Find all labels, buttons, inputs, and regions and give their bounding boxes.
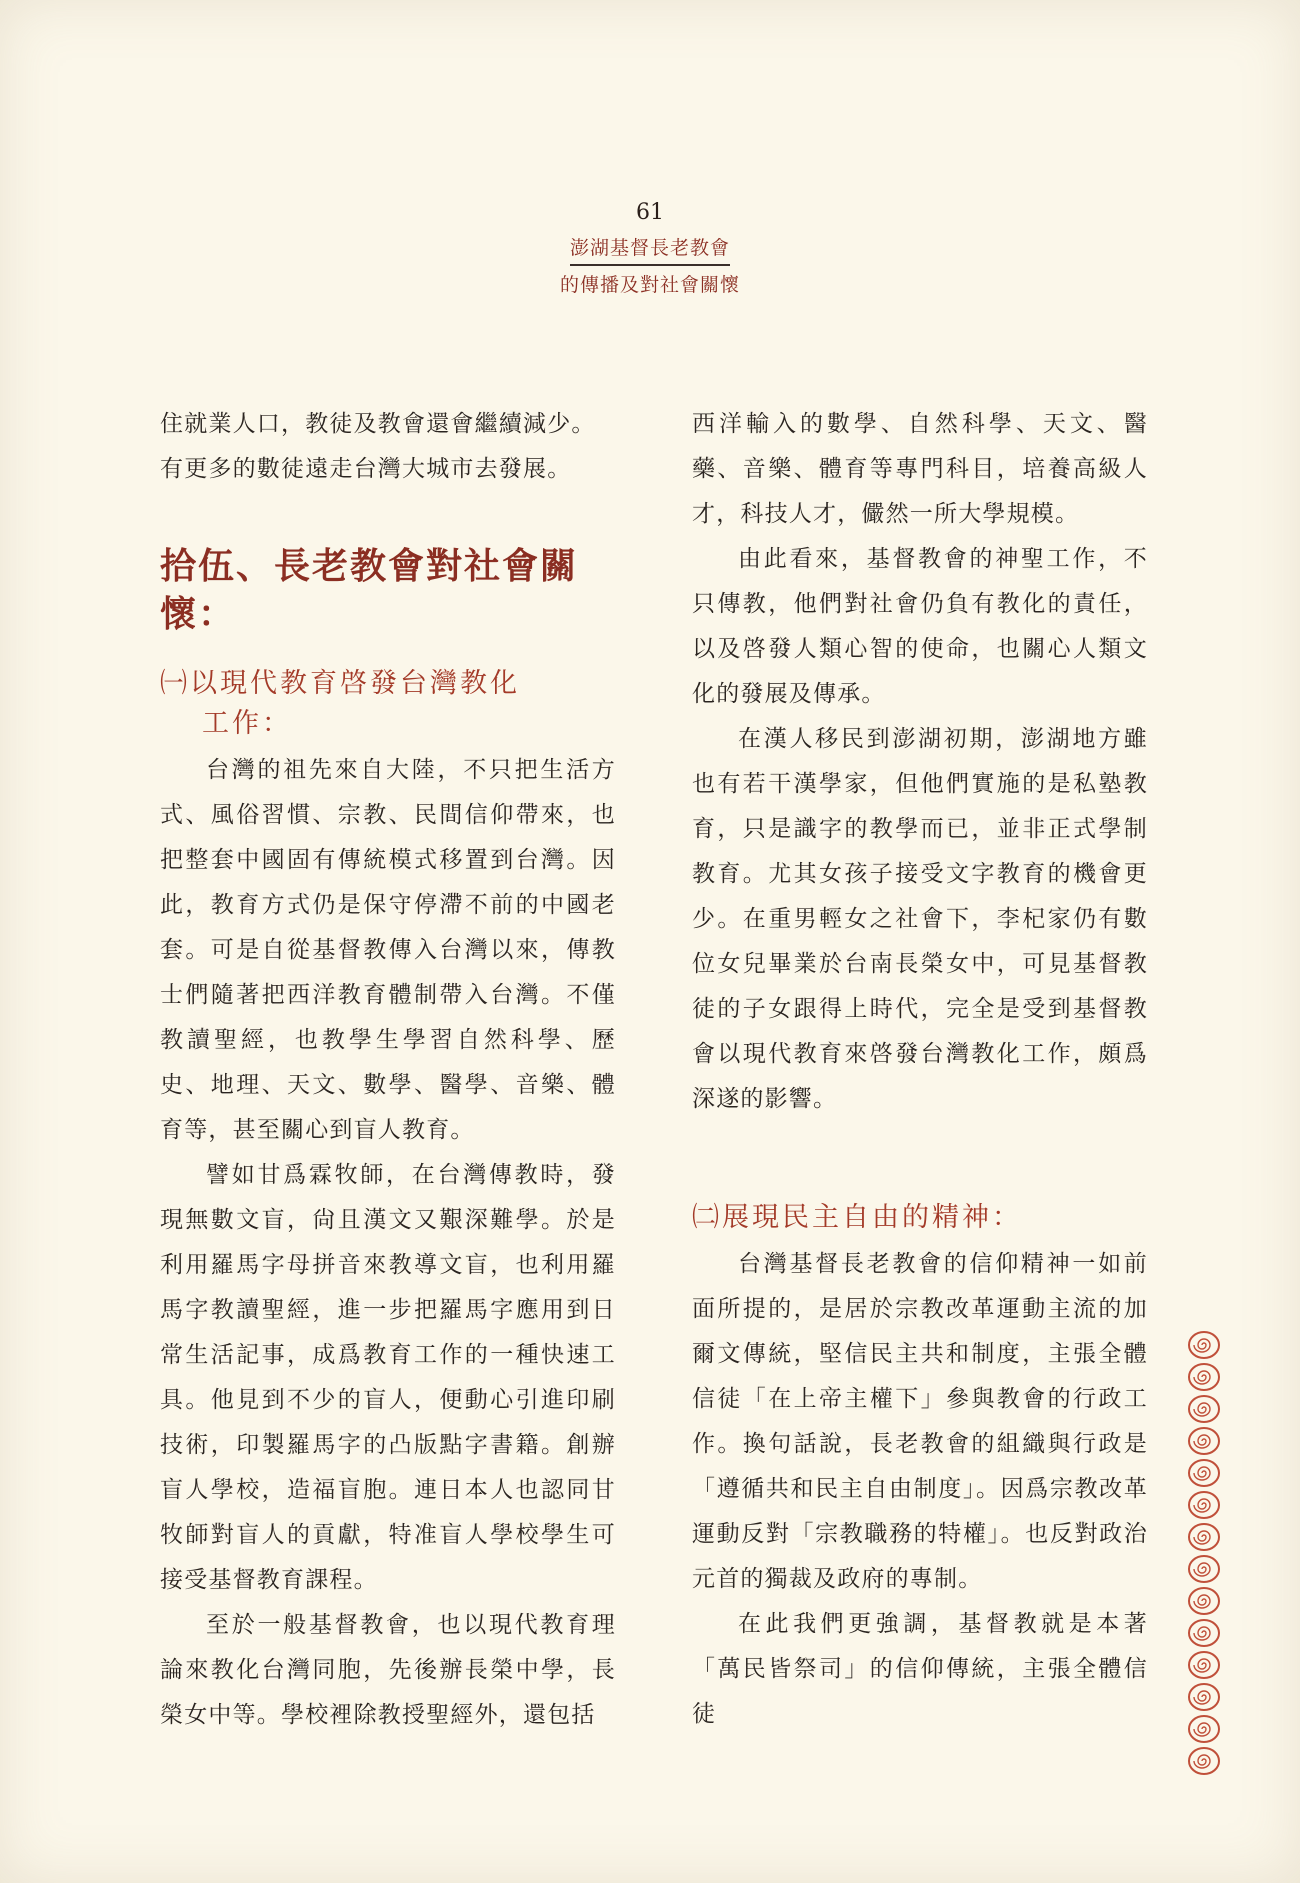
spiral-seal-ornament-icon (1187, 1490, 1221, 1520)
spiral-seal-ornament-icon (1187, 1650, 1221, 1680)
spiral-seal-ornament-icon (1187, 1330, 1221, 1360)
spiral-seal-ornament-icon (1187, 1458, 1221, 1488)
spiral-seal-ornament-icon (1187, 1618, 1221, 1648)
spiral-seal-ornament-icon (1187, 1554, 1221, 1584)
left-paragraph-3: 譬如甘爲霖牧師，在台灣傳教時，發現無數文盲，尙且漢文又艱深難學。於是利用羅馬字母拼音來教導文盲，也利用羅馬字教讀聖經，進一步把羅馬字應用到日常生活記事，成爲教育工作的一種快速工具。他見到不少的盲人，便動心引進印刷技術，印製羅馬字的凸版點字書籍。創辦盲人學校，造福盲胞。連日本人也認同甘牧師對盲人的貢獻，特准盲人學校學生可接受基督教育課程。 (160, 1162, 616, 1593)
right-paragraph-2: 由此看來，基督教會的神聖工作，不只傳教，他們對社會仍負有教化的責任，以及啓發人類心智的使命，也關心人類文化的發展及傳承。 (692, 546, 1148, 707)
left-paragraph-1-line-2: 有更多的數徒遠走台灣大城市去發展。 (160, 456, 572, 482)
subsection-heading-1-line-1: ㈠以現代教育啓發台灣教化 (160, 668, 520, 699)
left-column (160, 402, 616, 1738)
left-paragraph-1-line-1: 住就業人口，教徒及教會還會繼續減少。 (160, 411, 596, 437)
running-header (520, 200, 780, 297)
subsection-heading-2: ㈡展現民主自由的精神： (692, 1202, 1022, 1233)
spiral-seal-ornament-icon (1187, 1682, 1221, 1712)
right-paragraph-3: 在漢人移民到澎湖初期，澎湖地方雖也有若干漢學家，但他們實施的是私塾教育，只是識字的教學而已，並非正式學制教育。尤其女孩子接受文字教育的機會更少。在重男輕女之社會下，李杞家仍有數位女兒畢業於台南長榮女中，可見基督教徒的子女跟得上時代，完全是受到基督教會以現代教育來啓發台灣教化工作，頗爲深遂的影響。 (692, 726, 1148, 1112)
spiral-seal-ornament-icon (1187, 1362, 1221, 1392)
section-heading: 拾伍、長老教會對社會關懷： (160, 545, 579, 635)
right-paragraph-4: 台灣基督長老教會的信仰精神一如前面所提的，是居於宗教改革運動主流的加爾文傳統，堅信民主共和制度，主張全體信徒「在上帝主權下」參與教會的行政工作。換句話說，長老教會的組織與行政是「遵循共和民主自由制度」。因爲宗教改革運動反對「宗教職務的特權」。也反對政治元首的獨裁及政府的專制。 (692, 1251, 1148, 1592)
right-paragraph-5: 在此我們更強調，基督教就是本著「萬民皆祭司」的信仰傳統，主張全體信徒 (692, 1611, 1148, 1727)
subsection-heading-1 (160, 664, 616, 744)
left-paragraph-2: 台灣的祖先來自大陸，不只把生活方式、風俗習慣、宗教、民間信仰帶來，也把整套中國固有傳統模式移置到台灣。因此，教育方式仍是保守停滯不前的中國老套。可是自從基督教傳入台灣以來，傳教士們隨著把西洋教育體制帶入台灣。不僅教讀聖經，也教學生學習自然科學、歷史、地理、天文、數學、醫學、音樂、體育等，甚至關心到盲人教育。 (160, 757, 616, 1143)
ornament-strip (1186, 1330, 1222, 1776)
spiral-seal-ornament-icon (1187, 1714, 1221, 1744)
spiral-seal-ornament-icon (1187, 1522, 1221, 1552)
spiral-seal-ornament-icon (1187, 1746, 1221, 1776)
right-paragraph-1: 西洋輸入的數學、自然科學、天文、醫藥、音樂、體育等專門科目，培養高級人才，科技人才，儼然一所大學規模。 (692, 411, 1148, 527)
spiral-seal-ornament-icon (1187, 1426, 1221, 1456)
header-title-line1: 澎湖基督長老教會 (570, 233, 730, 266)
header-title-line2: 的傳播及對社會關懷 (559, 274, 740, 296)
subsection-heading-1-line-2: 工作： (202, 708, 292, 739)
page-number: 61 (636, 200, 664, 225)
left-paragraph-4: 至於一般基督教會，也以現代教育理論來教化台灣同胞，先後辦長榮中學，長榮女中等。學校裡除教授聖經外，還包括 (160, 1612, 616, 1728)
right-column (692, 402, 1148, 1737)
spiral-seal-ornament-icon (1187, 1586, 1221, 1616)
spiral-seal-ornament-icon (1187, 1394, 1221, 1424)
